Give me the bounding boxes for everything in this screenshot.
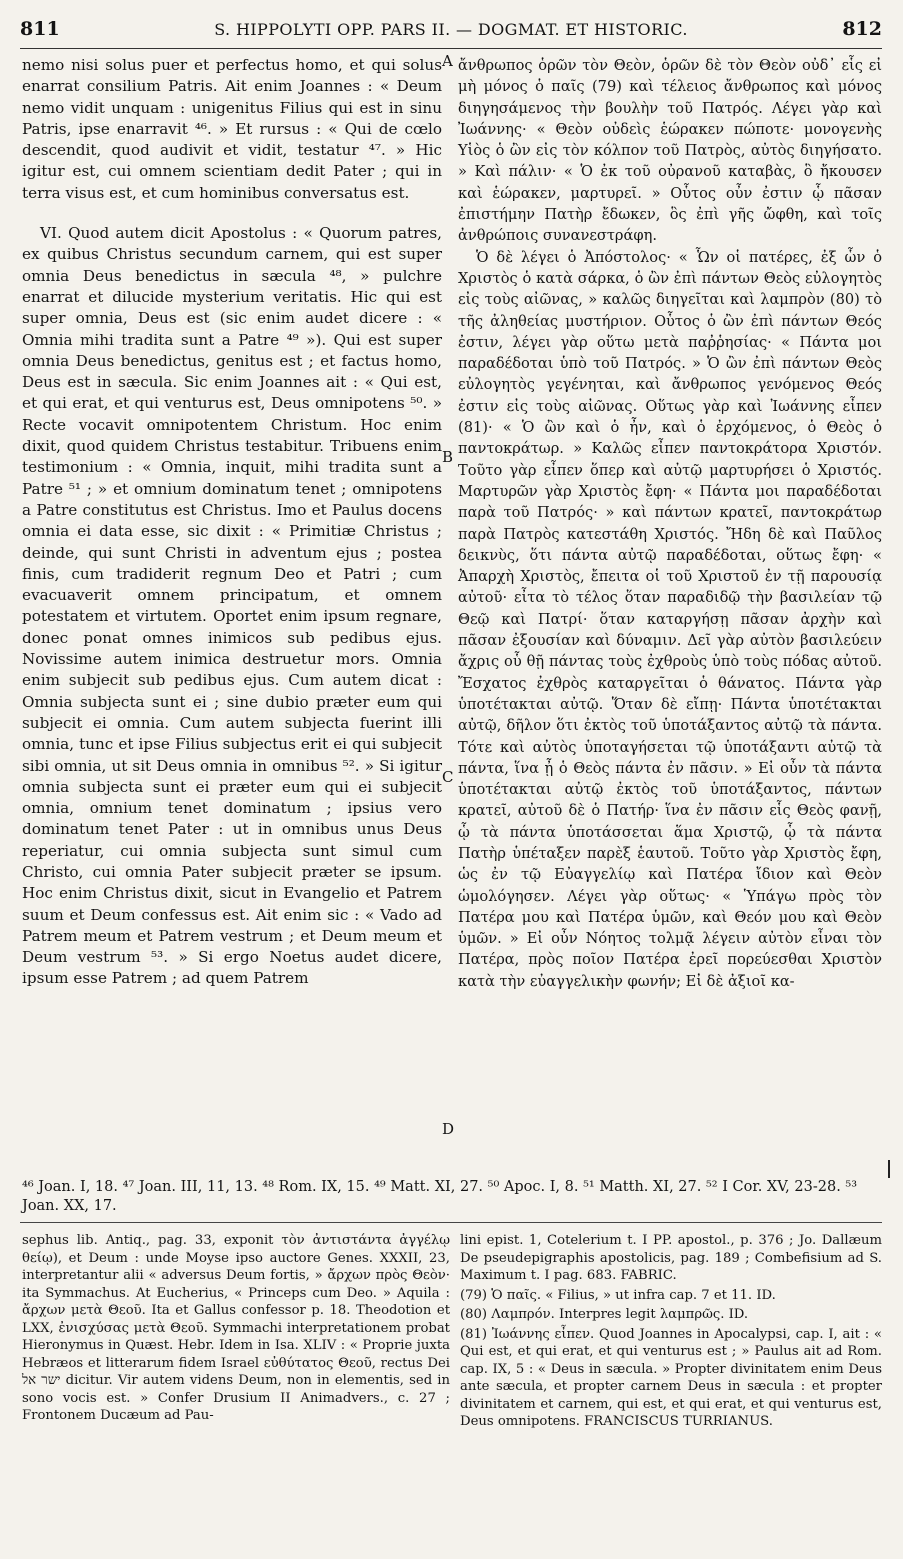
latin-column: [22, 55, 442, 990]
greek-paragraph-1: ἄνθρωπος ὁρῶν τὸν Θεὸν, ὁρῶν δὲ τὸν Θεὸν οὐδ᾽ εἷς εἰ μὴ μόνος ὁ παῖς (79) καὶ τέλειος ἄνθρωπος καὶ μόνος διηγησάμενος τὴν βουλὴν τοῦ Πατρός. Λέγει γὰρ καὶ Ἰωάννης· « Θεὸν οὐδεὶς ἑώρακεν πώποτε· μονογενὴς Υἱὸς ὁ ὢν εἰς τὸν κόλπον τοῦ Πατρὸς, αὐτὸς διηγήσατο. » Καὶ πάλιν· « Ὁ ἐκ τοῦ οὐρανοῦ καταβὰς, ὃ ἤκουσεν καὶ ἑώρακεν, μαρτυρεῖ. » Οὗτος οὖν ἐστιν ᾧ πᾶσαν ἐπιστήμην Πατὴρ ἔδωκεν, ὃς ἐπὶ γῆς ὤφθη, καὶ τοῖς ἀνθρώποις συνανεστράφη.: [458, 57, 882, 245]
right-page-number: 812: [842, 18, 882, 40]
running-title: S. HIPPOLYTI OPP. PARS II. — DOGMAT. ET HISTORIC.: [214, 20, 688, 39]
footnote-79: (79) Ὁ παῖς. « Filius, » ut infra cap. 7 et 11. ID.: [460, 1287, 776, 1303]
section-marker-a: A: [442, 52, 453, 70]
footnote-continuation: lini epist. 1, Cotelerium t. I PP. apostol., p. 376 ; Jo. Dallæum De pseudepigraphis apostolicis, pag. 189 ; Combefisium ad S. Maximum t. I pag. 683. FABRIC.: [460, 1233, 882, 1283]
footnotes-left: [22, 1232, 450, 1425]
greek-column: [458, 55, 882, 992]
footnote-text: sephus lib. Antiq., pag. 33, exponit τὸν ἀντιστάντα ἀγγέλῳ θείῳ), et Deum : unde Moyse ipso auctore Genes. XXXII, 23, interpretantur alii « adversus Deum fortis, » ἄρχων πρὸς Θεὸν· ita Symmachus. At Eucherius, « Princeps cum Deo. » Aquila : ἄρχων μετὰ Θεοῦ. Ita et Gallus confessor p. 18. Theodotion et LXX, ἐνισχύσας μετὰ Θεοῦ. Symmachi interpretationem probat Hieronymus in Quæst. Hebr. Idem in Isa. XLIV : « Proprie juxta Hebræos et litterarum fidem Israel εὐθύτατος Θεοῦ, rectus Dei ישר אל dicitur. Vir autem videns Deum, non in elementis, sed in sono vocis est. » Confer Drusium II Animadvers., c. 27 ; Frontonem Ducæum ad Pau-: [22, 1233, 450, 1423]
running-header: [20, 14, 882, 49]
section-marker-d: D: [442, 1120, 455, 1138]
footnote-divider: [20, 1222, 882, 1223]
margin-bar: [888, 1160, 890, 1178]
latin-paragraph-2: VI. Quod autem dicit Apostolus : « Quorum patres, ex quibus Christus secundum carnem, qui est super omnia Deus benedictus in sæcula ⁴⁸, » pulchre enarrat et dilucide mysterium veritatis. Hic qui est super omnia, Deus est (sic enim audet dicere : « Omnia mihi tradita sunt a Patre ⁴⁹ »). Qui est super omnia Deus benedictus, genitus est ; et factus homo, Deus est in sæcula. Sic enim Joannes ait : « Qui est, et qui erat, et qui venturus est, Deus omnipotens ⁵⁰. » Recte vocavit omnipotentem Christum. Hoc enim dixit, quod quidem Christus testabitur. Tribuens enim testimonium : « Omnia, inquit, mihi tradita sunt a Patre ⁵¹ ; » et omnium dominatum tenet ; omnipotens a Patre constitutus est Christus. Imo et Paulus docens omnia ei data esse, sic dixit : « Primitiæ Christus ; deinde, qui sunt Christi in adventum ejus ; postea finis, cum tradiderit regnum Deo et Patri ; cum evacuaverit omnem principatum, et omnem potestatem et virtutem. Oportet enim ipsum regnare, donec ponat omnes inimicos sub pedibus ejus. Novissime autem inimica destruetur mors. Omnia enim subjecit sub pedibus ejus. Cum autem dicat : Omnia subjecta sunt ei ; sine dubio præter eum qui subjecit ei omnia. Cum autem subjecta fuerint illi omnia, tunc et ipse Filius subjectus erit ei qui subjecit sibi omnia, ut sit Deus omnia in omnibus ⁵². » Si igitur omnia subjecta sunt ei præter eum qui ei subjecit omnia, omnium tenet dominatum ; ipsius vero dominatum tenet Pater : ut in omnibus unus Deus reperiatur, cui omnia subjecta sunt simul cum Christo, cui omnia Pater subjecit præter se ipsum. Hoc enim Christus dixit, sicut in Evangelio et Patrem suum et Deum confessus est. Ait enim sic : « Vado ad Patrem meum et Patrem vestrum ; et Deum meum et Deum vestrum ⁵³. » Si ergo Noetus audet dicere, ipsum esse Patrem ; ad quem Patrem: [22, 224, 442, 988]
left-page-number: 811: [20, 18, 60, 40]
greek-paragraph-2: Ὁ δὲ λέγει ὁ Ἀπόστολος· « Ὧν οἱ πατέρες, ἐξ ὧν ὁ Χριστὸς ὁ κατὰ σάρκα, ὁ ὢν ἐπὶ πάντων Θεὸς εὐλογητὸς εἰς τοὺς αἰῶνας, » καλῶς διηγεῖται καὶ λαμπρὸν (80) τὸ τῆς ἀληθείας μυστήριον. Οὗτος ὁ ὢν ἐπὶ πάντων Θεός ἐστιν, λέγει γὰρ οὕτω μετὰ παῤῥησίας· « Πάντα μοι παραδέδοται ὑπὸ τοῦ Πατρός. » Ὁ ὢν ἐπὶ πάντων Θεὸς εὐλογητὸς γεγένηται, καὶ ἄνθρωπος γενόμενος Θεός ἐστιν εἰς τοὺς αἰῶνας. Οὕτως γὰρ καὶ Ἰωάννης εἶπεν (81)· « Ὁ ὢν καὶ ὁ ἦν, καὶ ὁ ἐρχόμενος, ὁ Θεὸς ὁ παντοκράτωρ. » Καλῶς εἶπεν παντοκράτορα Χριστόν. Τοῦτο γὰρ εἶπεν ὅπερ καὶ αὐτῷ μαρτυρήσει ὁ Χριστός. Μαρτυρῶν γὰρ Χριστὸς ἔφη· « Πάντα μοι παραδέδοται παρὰ τοῦ Πατρός· » καὶ πάντων κρατεῖ, παντοκράτωρ παρὰ Πατρὸς κατεστάθη Χριστός. Ἤδη δὲ καὶ Παῦλος δεικνὺς, ὅτι πάντα αὐτῷ παραδέδοται, οὕτως ἔφη· « Ἀπαρχὴ Χριστὸς, ἔπειτα οἱ τοῦ Χριστοῦ ἐν τῇ παρουσίᾳ αὐτοῦ· εἶτα τὸ τέλος ὅταν παραδιδῷ τὴν βασιλείαν τῷ Θεῷ καὶ Πατρί· ὅταν καταργήσῃ πᾶσαν ἀρχὴν καὶ πᾶσαν ἐξουσίαν καὶ δύναμιν. Δεῖ γὰρ αὐτὸν βασιλεύειν ἄχρις οὗ θῇ πάντας τοὺς ἐχθροὺς ὑπὸ τοὺς πόδας αὐτοῦ. Ἔσχατος ἐχθρὸς καταργεῖται ὁ θάνατος. Πάντα γὰρ ὑποτέτακται αὐτῷ. Ὅταν δὲ εἴπῃ· Πάντα ὑποτέτακται αὐτῷ, δῆλον ὅτι ἐκτὸς τοῦ ὑποτάξαντος αὐτῷ τὰ πάντα. Τότε καὶ αὐτὸς ὑποταγήσεται τῷ ὑποτάξαντι αὐτῷ τὰ πάντα, ἵνα ᾖ ὁ Θεὸς πάντα ἐν πᾶσιν. » Εἰ οὖν τὰ πάντα ὑποτέτακται αὐτῷ ἐκτὸς τοῦ ὑποτάξαντος, πάντων κρατεῖ, αὐτοῦ δὲ ὁ Πατήρ· ἵνα ἐν πᾶσιν εἷς Θεὸς φανῇ, ᾧ τὰ πάντα ὑποτάσσεται ἅμα Χριστῷ, ᾧ τὰ πάντα Πατὴρ ὑπέταξεν παρὲξ ἑαυτοῦ. Τοῦτο γὰρ Χριστὸς ἔφη, ὡς ἐν τῷ Εὐαγγελίῳ καὶ Πατέρα ἴδιον καὶ Θεὸν ὡμολόγησεν. Λέγει γὰρ οὕτως· « Ὑπάγω πρὸς τὸν Πατέρα μου καὶ Πατέρα ὑμῶν, καὶ Θεόν μου καὶ Θεὸν ὑμῶν. » Εἰ οὖν Νόητος τολμᾷ λέγειν αὐτὸν εἶναι τὸν Πατέρα, πρὸς ποῖον Πατέρα ἐρεῖ πορεύεσθαι Χριστὸν κατὰ τὴν εὐαγγελικὴν φωνήν; Εἰ δὲ ἀξιοῖ κα-: [458, 248, 882, 990]
footnotes-right: [460, 1232, 882, 1431]
latin-paragraph-1: nemo nisi solus puer et perfectus homo, et qui solus enarrat consilium Patris. Ait enim Joannes : « Deum nemo vidit unquam : unigenitus Filius qui est in sinu Patris, ipse enarravit ⁴⁶. » Et rursus : « Qui de cœlo descendit, quod audivit et vidit, testatur ⁴⁷. » Hic igitur est, cui omnem scientiam dedit Pater ; qui in terra visus est, et cum hominibus conversatus est.: [22, 56, 442, 202]
scripture-references: ⁴⁶ Joan. I, 18. ⁴⁷ Joan. III, 11, 13. ⁴⁸ Rom. IX, 15. ⁴⁹ Matt. XI, 27. ⁵⁰ Apoc. I, 8. ⁵¹ Matth. XI, 27. ⁵² I Cor. XV, 23-28. ⁵³ Joan. XX, 17.: [22, 1179, 858, 1214]
footnote-80: (80) Λαμπρόν. Interpres legit λαμπρῶς. ID.: [460, 1307, 749, 1322]
footnote-81: (81) Ἰωάννης εἶπεν. Quod Joannes in Apocalypsi, cap. I, ait : « Qui est, et qui erat, et qui venturus est ; » Paulus ait ad Rom. cap. IX, 5 : « Deus in sæcula. » Propter divinitatem enim Deus ante sæcula, et propter carnem Deus in sæcula : et propter divinitatem et carnem, qui est, et qui erat, et qui venturus est, Deus omnipotens. FRANCISCUS TURRIANUS.: [460, 1326, 882, 1429]
section-marker-c: C: [442, 768, 454, 786]
section-marker-b: B: [442, 448, 454, 466]
